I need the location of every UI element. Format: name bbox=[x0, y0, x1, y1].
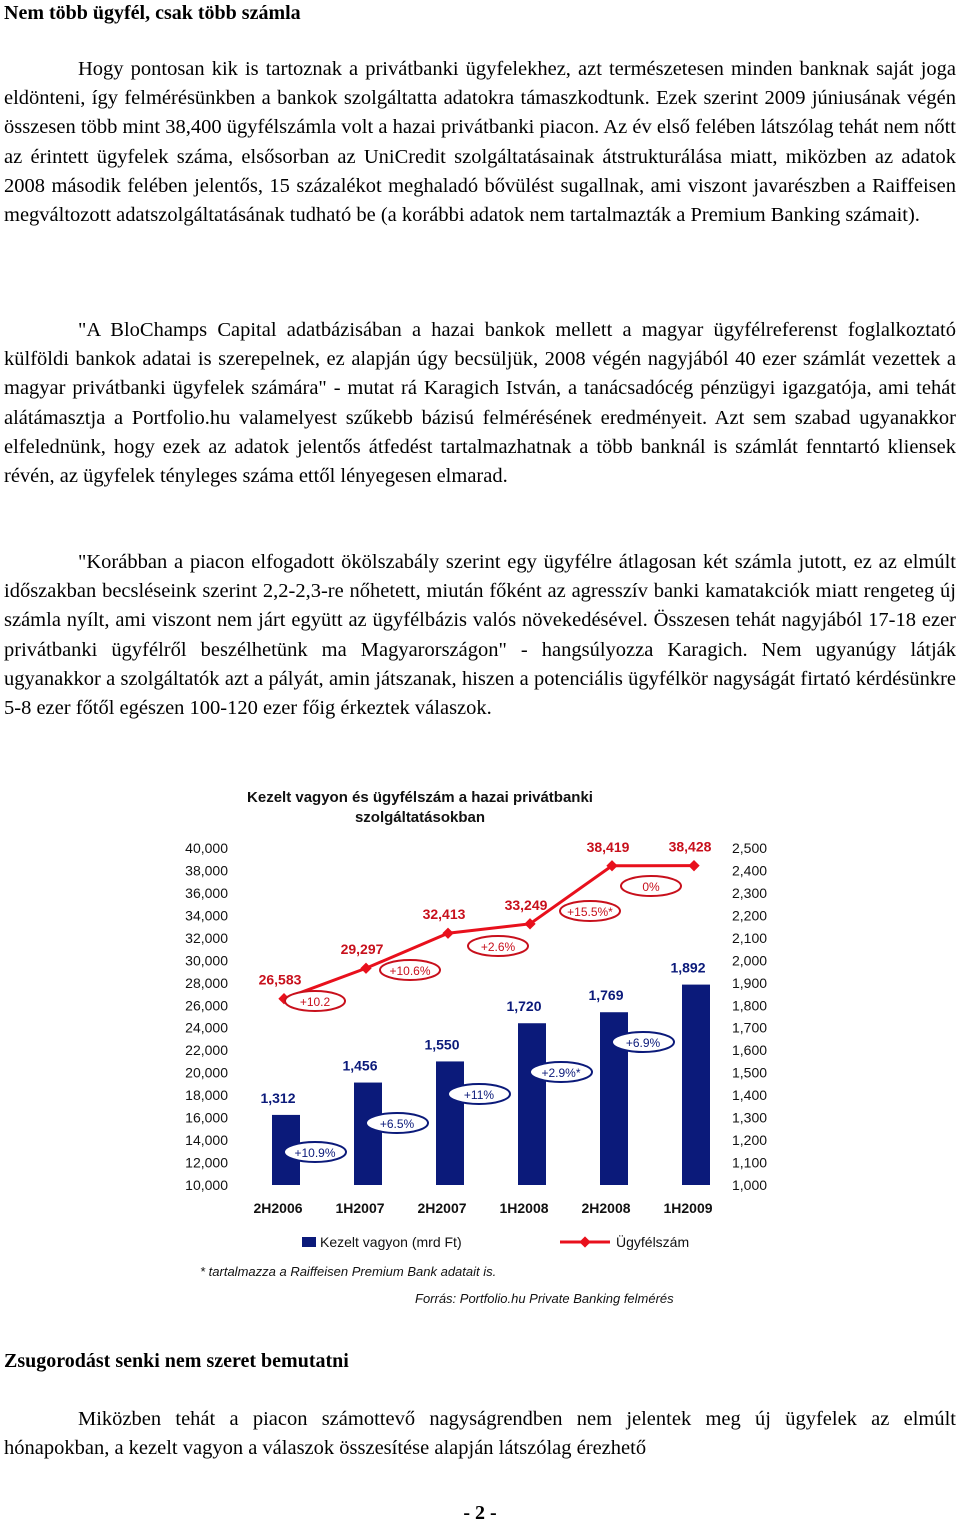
category-label: 1H2008 bbox=[499, 1200, 549, 1216]
left-axis-tick-label: 14,000 bbox=[185, 1132, 228, 1149]
bar-value-label: 1,720 bbox=[506, 998, 542, 1015]
bar bbox=[354, 1083, 382, 1185]
chart-title-line: Kezelt vagyon és ügyfélszám a hazai privátbanki bbox=[247, 789, 593, 806]
line-series bbox=[259, 839, 712, 1011]
left-axis-tick-label: 24,000 bbox=[185, 1019, 228, 1036]
bar-change-label: +11% bbox=[463, 1088, 495, 1102]
bar-value-label: 1,892 bbox=[670, 959, 706, 976]
line-change-label: +2.6% bbox=[480, 940, 516, 954]
bar-change-label: +2.9%* bbox=[541, 1066, 581, 1080]
left-axis-tick-label: 32,000 bbox=[185, 929, 228, 946]
line-change-label: +10.2 bbox=[299, 995, 331, 1009]
right-axis-tick-label: 1,000 bbox=[732, 1177, 768, 1193]
left-axis-tick-label: 36,000 bbox=[185, 884, 228, 901]
bar bbox=[436, 1061, 464, 1185]
line-point bbox=[442, 928, 453, 939]
bar-change-label: +10.9% bbox=[294, 1146, 336, 1160]
bar-change-label: +6.5% bbox=[379, 1117, 415, 1131]
left-axis-tick-label: 30,000 bbox=[185, 952, 228, 969]
section-title: Zsugorodást senki nem szeret bemutatni bbox=[4, 1350, 349, 1372]
right-axis-tick-label: 1,800 bbox=[732, 997, 768, 1014]
paragraph: "Korábban a piacon elfogadott ökölszabály szerint egy ügyfélre átlagosan két számla jutott, ez az elmúlt időszakban becsléseink szerint 2,2-2,3-re nőhetett, miután főként az agresszív banki kamatakciók miatt rengeteg új számla nyílt, ami viszont nem járt együtt az ügyfélbázis valós növekedésével. Összesen tehát nagyjából 17-18 ezer privátbanki ügyfélről beszélhetünk ma Magyarországon" - hangsúlyozza Karagich. Nem ugyanúgy látják ugyanakkor a szolgáltatók azt a pályát, amin játszanak, hiszen a potenciális ügyfélkör nagyságát firtató kérdésünkre 5-8 ezer főtől egészen 100-120 ezer főig érkeztek válaszok. bbox=[4, 551, 956, 720]
legend-line-label: Ügyfélszám bbox=[616, 1234, 690, 1250]
right-axis-tick-label: 1,500 bbox=[732, 1064, 768, 1081]
page-number: - 2 - bbox=[463, 1502, 497, 1524]
bar bbox=[518, 1023, 546, 1185]
line-value-label: 26,583 bbox=[258, 971, 302, 988]
right-axis-tick-label: 1,900 bbox=[732, 974, 768, 991]
combo-chart bbox=[170, 780, 790, 1310]
chart-title bbox=[247, 789, 593, 826]
bar-labels bbox=[260, 960, 705, 1162]
right-axis-tick-label: 1,100 bbox=[732, 1154, 768, 1171]
category-label: 2H2007 bbox=[417, 1200, 467, 1216]
line-value-label: 38,419 bbox=[586, 838, 630, 855]
bar-value-label: 1,456 bbox=[342, 1057, 378, 1074]
legend-bar-swatch bbox=[302, 1237, 316, 1247]
bar-value-label: 1,312 bbox=[260, 1089, 296, 1106]
line-change-label: 0% bbox=[642, 880, 660, 894]
legend-line-marker bbox=[579, 1236, 590, 1247]
chart-notes bbox=[200, 1264, 674, 1306]
paragraph: Hogy pontosan kik is tartoznak a privátbanki ügyfelekhez, azt természetesen minden banknak saját joga eldönteni, így felmérésünkben a bankok szolgáltatta adatokra támaszkodtunk. Ezek szerint 2009 júniusának végén összesen több mint 38,400 ügyfélszámla volt a hazai privátbanki piacon. Az év első felében látszólag tehát nem nőtt az érintett ügyfelek száma, elsősorban az UniCredit szolgáltatásainak átstrukturálása miatt, miközben az adatok 2008 második felében jelentős, 15 százalékot meghaladó bővülést sugallnak, ami viszont javarészben a Raiffeisen megváltozott adatszolgáltatásának tudható be (a korábbi adatok nem tartalmazták a Premium Banking számait). bbox=[4, 58, 956, 227]
right-axis-tick-label: 2,500 bbox=[732, 840, 768, 856]
bar-value-label: 1,769 bbox=[588, 987, 624, 1004]
line-change-label: +15.5%* bbox=[567, 905, 613, 919]
right-axis bbox=[732, 840, 767, 1193]
left-axis-tick-label: 26,000 bbox=[185, 997, 228, 1014]
right-axis-tick-label: 1,700 bbox=[732, 1019, 768, 1036]
bar-change-label: +6.9% bbox=[625, 1036, 661, 1050]
category-label: 2H2008 bbox=[581, 1200, 631, 1216]
line-point bbox=[360, 963, 371, 974]
left-axis bbox=[185, 840, 228, 1193]
line-value-label: 29,297 bbox=[340, 941, 384, 958]
paragraph: Miközben tehát a piacon számottevő nagyságrendben nem jelentek meg új ügyfelek az elmúlt hónapokban, a kezelt vagyon a válaszok összesítése alapján látszólag érezhető bbox=[4, 1408, 956, 1460]
left-axis-tick-label: 40,000 bbox=[185, 840, 228, 856]
bar-value-label: 1,550 bbox=[424, 1036, 460, 1053]
line-value-label: 38,428 bbox=[668, 838, 712, 855]
category-label: 2H2006 bbox=[253, 1200, 303, 1216]
category-label: 1H2007 bbox=[335, 1200, 385, 1216]
right-axis-tick-label: 1,300 bbox=[732, 1109, 768, 1126]
paragraph: "A BloChamps Capital adatbázisában a hazai bankok mellett a magyar ügyfélreferenst foglalkoztató külföldi bankok adatai is szerepelnek, ez alapján úgy becsüljük, 2008 végén nagyjából 40 ezer számlát vezettek a magyar privátbanki ügyfelek számára" - mutat rá Karagich István, a tanácsadócég pénzügyi igazgatója, ami tehát alátámasztja a Portfolio.hu valamelyest szűkebb bázisú felmérésének eredményeit. Azt sem szabad ugyanakkor elfelednünk, hogy ezek az adatok jelentős átfedést tartalmazhatnak a több banknál is számlát fenntartó kliensek révén, az ügyfelek tényleges száma ettől lényegesen elmarad. bbox=[4, 319, 956, 488]
right-axis-tick-label: 2,000 bbox=[732, 952, 768, 969]
section-title: Nem több ügyfél, csak több számla bbox=[4, 2, 301, 24]
right-axis-tick-label: 2,200 bbox=[732, 907, 768, 924]
left-axis-tick-label: 22,000 bbox=[185, 1042, 228, 1059]
left-axis-tick-label: 28,000 bbox=[185, 974, 228, 991]
right-axis-tick-label: 2,400 bbox=[732, 862, 768, 879]
chart-legend bbox=[302, 1233, 689, 1250]
chart-title-line: szolgáltatásokban bbox=[354, 809, 486, 826]
bar bbox=[682, 985, 710, 1185]
right-axis-tick-label: 1,400 bbox=[732, 1087, 768, 1104]
right-axis-tick-label: 1,600 bbox=[732, 1042, 768, 1059]
right-axis-tick-label: 2,300 bbox=[732, 884, 768, 901]
line-change-label: +10.6% bbox=[389, 964, 431, 978]
legend-bar-label: Kezelt vagyon (mrd Ft) bbox=[320, 1234, 462, 1250]
category-label: 1H2009 bbox=[663, 1200, 713, 1216]
line-value-label: 32,413 bbox=[422, 906, 466, 923]
chart-footnote: * tartalmazza a Raiffeisen Premium Bank adatait is. bbox=[200, 1264, 497, 1279]
left-axis-tick-label: 38,000 bbox=[185, 862, 228, 879]
left-axis-tick-label: 20,000 bbox=[185, 1064, 228, 1081]
left-axis-tick-label: 34,000 bbox=[185, 907, 228, 924]
chart-source: Forrás: Portfolio.hu Private Banking felmérés bbox=[415, 1291, 674, 1306]
line-value-label: 33,249 bbox=[504, 896, 548, 913]
line-point bbox=[688, 860, 699, 871]
category-labels bbox=[253, 1200, 712, 1216]
left-axis-tick-label: 16,000 bbox=[185, 1109, 228, 1126]
left-axis-tick-label: 18,000 bbox=[185, 1087, 228, 1104]
right-axis-tick-label: 2,100 bbox=[732, 929, 768, 946]
left-axis-tick-label: 10,000 bbox=[185, 1177, 228, 1193]
right-axis-tick-label: 1,200 bbox=[732, 1132, 768, 1149]
left-axis-tick-label: 12,000 bbox=[185, 1154, 228, 1171]
